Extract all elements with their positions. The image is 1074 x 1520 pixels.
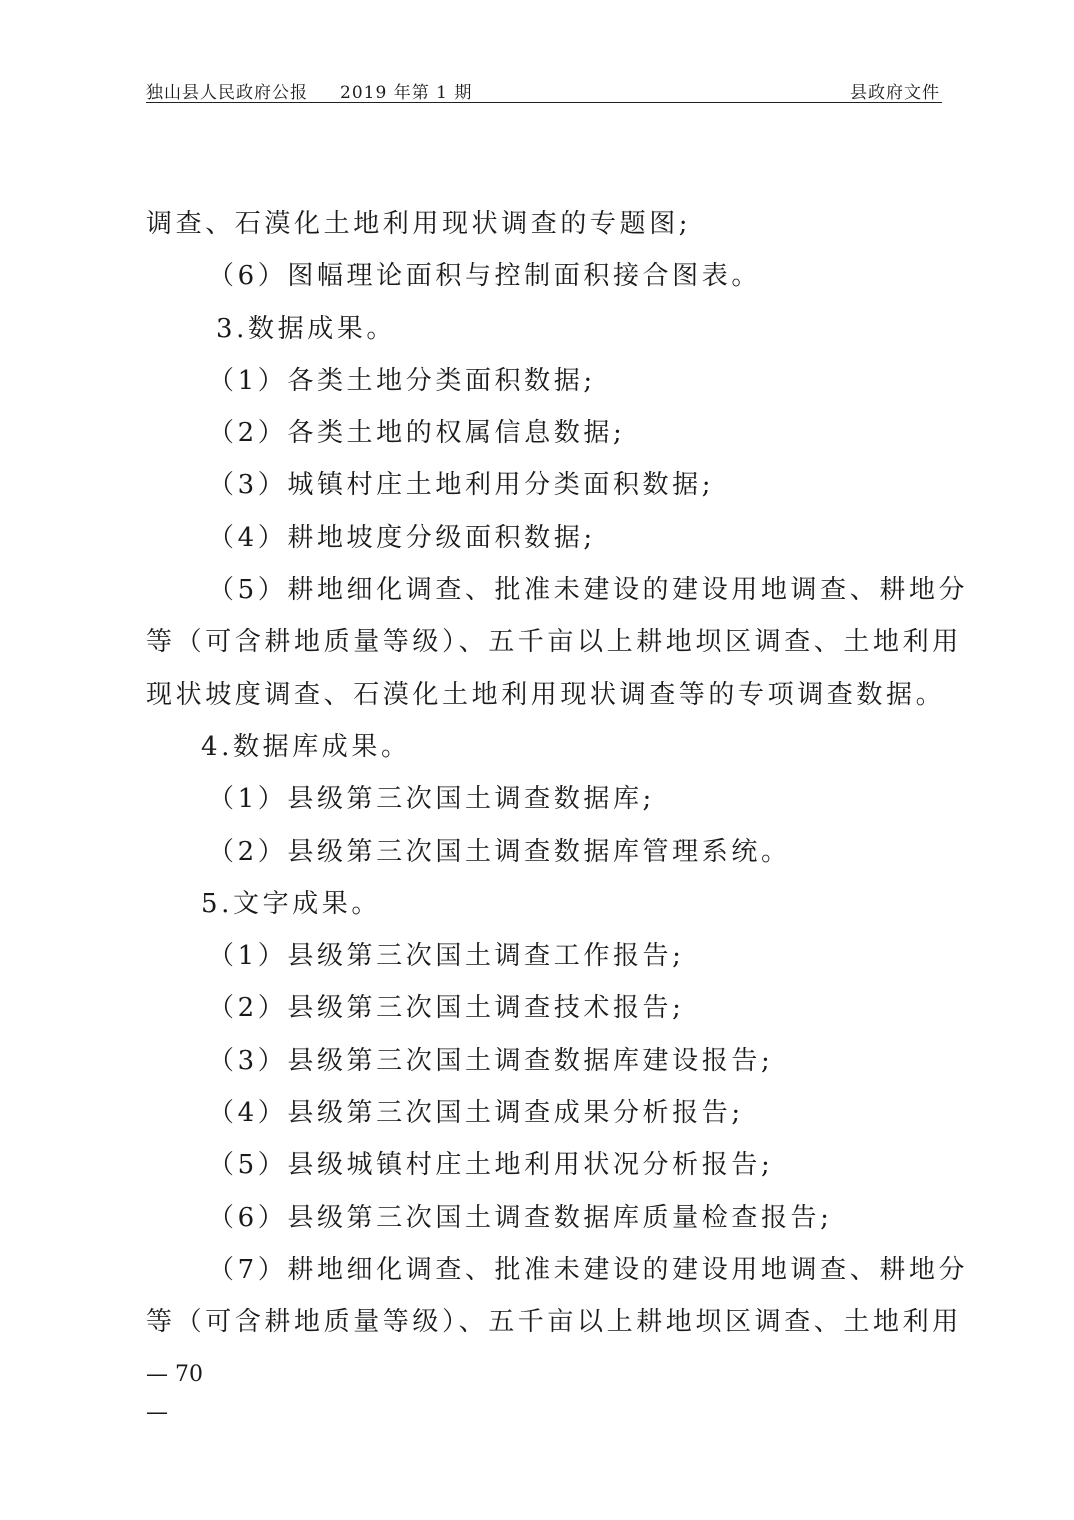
body-line: （4）耕地坡度分级面积数据;: [208, 522, 596, 553]
body-line: （1）县级第三次国土调查数据库;: [208, 784, 655, 815]
body-line: （2）县级第三次国土调查技术报告;: [208, 993, 685, 1024]
body-line: （1）各类土地分类面积数据;: [208, 365, 596, 396]
page-number: — 70: [146, 1362, 203, 1387]
footer-dash: —: [146, 1400, 168, 1425]
body-line: （2）县级第三次国土调查数据库管理系统。: [208, 836, 791, 867]
page-footer: [146, 1360, 203, 1428]
body-line: （6）县级第三次国土调查数据库质量检查报告;: [208, 1202, 833, 1233]
page-header: [146, 76, 942, 103]
body-line: （6）图幅理论面积与控制面积接合图表。: [208, 261, 761, 292]
body-line: 等（可含耕地质量等级）、五千亩以上耕地坝区调查、土地利用: [146, 627, 962, 658]
header-section: 县政府文件: [850, 83, 940, 103]
body-line: 现状坡度调查、石漠化土地利用现状调查等的专项调查数据。: [146, 679, 946, 710]
section-heading: 4.数据库成果。: [201, 731, 411, 762]
body-line: （5）耕地细化调查、批准未建设的建设用地调查、耕地分: [208, 575, 969, 606]
body-line: （2）各类土地的权属信息数据;: [208, 418, 626, 449]
body-line: （3）城镇村庄土地利用分类面积数据;: [208, 470, 715, 501]
section-heading: 3.数据成果。: [216, 313, 397, 344]
body-line: （3）县级第三次国土调查数据库建设报告;: [208, 1045, 774, 1076]
body-line: （4）县级第三次国土调查成果分析报告;: [208, 1098, 744, 1129]
document-body: [146, 198, 969, 1349]
body-line: 等（可含耕地质量等级）、五千亩以上耕地坝区调查、土地利用: [146, 1307, 962, 1338]
body-line: （7）耕地细化调查、批准未建设的建设用地调查、耕地分: [208, 1254, 969, 1285]
body-line: 调查、石漠化土地利用现状调查的专题图;: [146, 209, 692, 239]
body-line: （5）县级城镇村庄土地利用状况分析报告;: [208, 1150, 774, 1181]
header-publication: 独山县人民政府公报: [146, 83, 308, 103]
header-publication-issue: [146, 78, 472, 103]
section-heading: 5.文字成果。: [201, 888, 382, 919]
body-line: （1）县级第三次国土调查工作报告;: [208, 941, 685, 972]
header-issue: 2019 年第 1 期: [340, 83, 473, 103]
